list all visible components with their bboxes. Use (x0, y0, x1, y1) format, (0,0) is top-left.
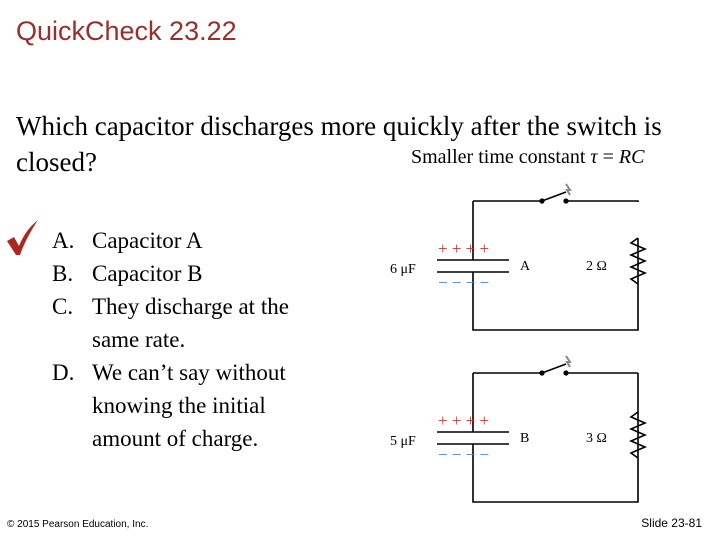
plate-gap-a (437, 260, 509, 272)
switch-b (542, 364, 566, 373)
switch-b-contact (563, 370, 568, 375)
option-text: They discharge at the same rate. (92, 294, 289, 352)
hint-tau: τ (590, 146, 598, 168)
charge-plus-a: + + + + (438, 239, 490, 258)
circuit-diagram (380, 180, 680, 510)
copyright-text: © 2015 Pearson Education, Inc. (7, 519, 149, 530)
answer-options (52, 224, 332, 455)
plate-gap-b (437, 432, 509, 444)
switch-a (542, 192, 566, 201)
option-d[interactable] (52, 356, 332, 455)
charge-minus-b: − − − − (438, 445, 490, 464)
charge-minus-a: − − − − (438, 273, 490, 292)
option-text: Capacitor B (92, 261, 203, 286)
hint-text (411, 146, 644, 169)
option-letter: B. (52, 261, 74, 286)
hint-rc: RC (618, 146, 645, 168)
switch-b-pivot (539, 370, 544, 375)
option-letter: D. (52, 360, 75, 385)
option-text: We can’t say without knowing the initial amount of charge. (92, 360, 286, 451)
option-letter: C. (52, 294, 74, 319)
capacitance-b: 5 μF (390, 434, 416, 449)
switch-a-pivot (539, 198, 544, 203)
pointer-a-icon (566, 184, 570, 195)
resistance-a: 2 Ω (586, 259, 607, 274)
option-text: Capacitor A (92, 228, 203, 253)
option-b[interactable] (52, 257, 332, 290)
slide-number: Slide 23-81 (641, 516, 702, 530)
option-a[interactable] (52, 224, 332, 257)
question-text: Which capacitor discharges more quickly after the switch is closed? (16, 111, 662, 177)
option-letter: A. (52, 228, 75, 253)
capacitance-a: 6 μF (390, 262, 416, 277)
charge-plus-b: + + + + (438, 411, 490, 430)
slide-title: QuickCheck 23.22 (16, 16, 237, 46)
capacitor-label-a: A (520, 259, 531, 274)
capacitor-label-b: B (520, 431, 530, 446)
switch-a-contact (563, 198, 568, 203)
hint-eq: = (597, 146, 619, 168)
checkmark-icon (5, 219, 39, 257)
pointer-b-icon (566, 356, 570, 367)
hint-prefix: Smaller time constant (411, 146, 591, 168)
option-c[interactable] (52, 290, 332, 356)
resistance-b: 3 Ω (586, 431, 607, 446)
